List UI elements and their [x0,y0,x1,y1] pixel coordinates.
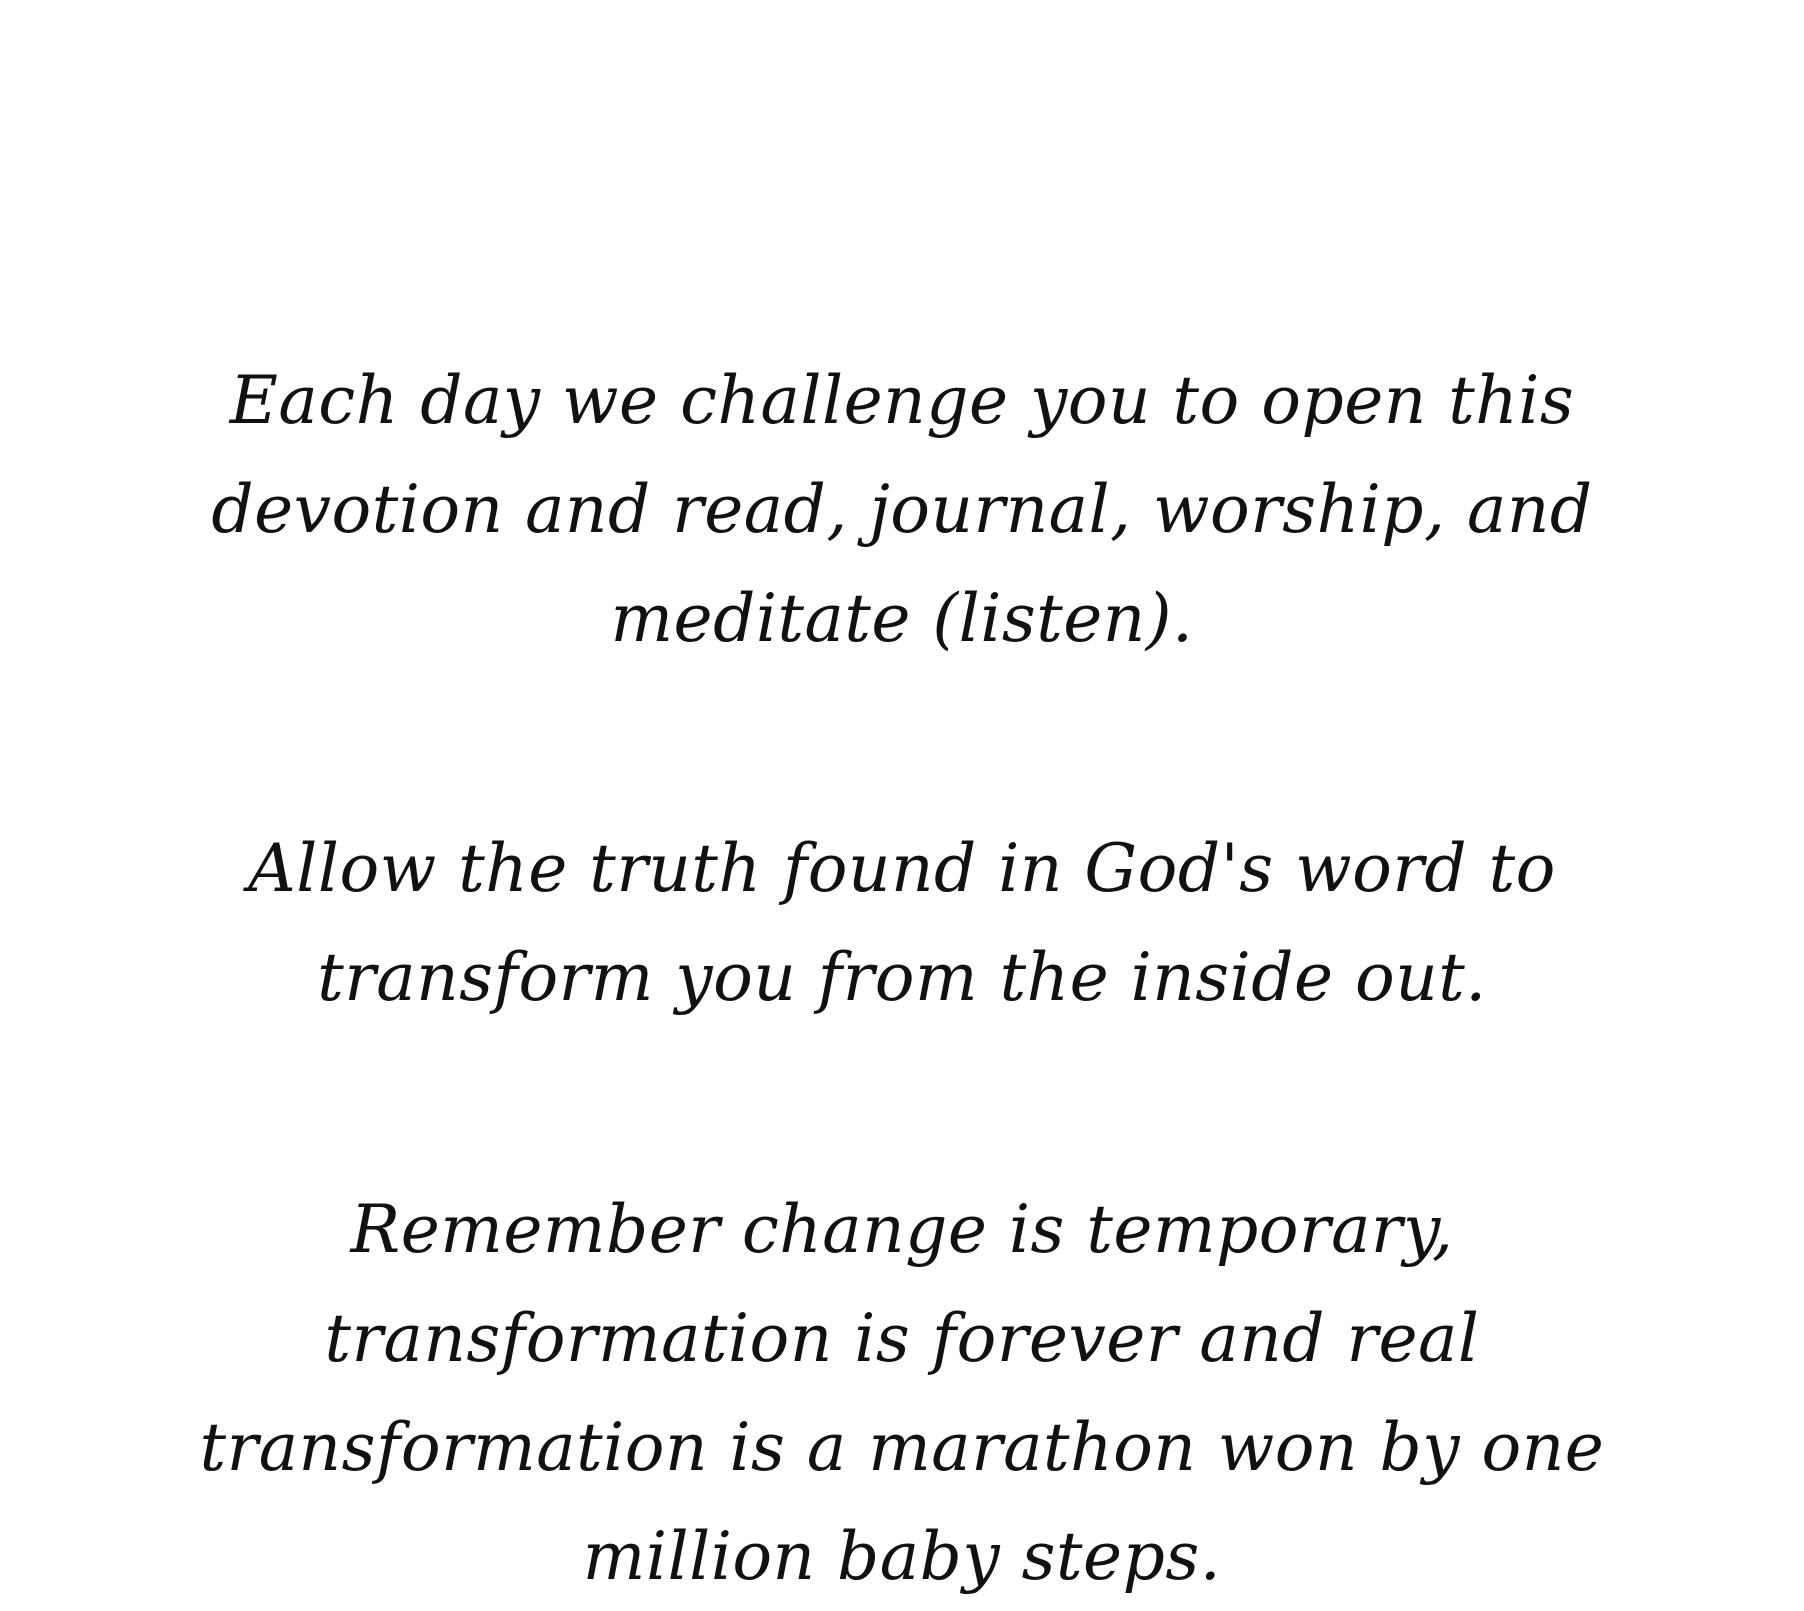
paragraph-truth [0,814,1804,1032]
paragraph-line: meditate (listen). [610,580,1194,657]
paragraph-line: transform you from the inside out. [317,939,1487,1016]
paragraph-line: Each day we challenge you to open this [229,362,1575,439]
paragraph-line: transformation is forever and real [324,1300,1480,1377]
paragraph-line: devotion and read, journal, worship, and [211,471,1593,548]
paragraph-line: Allow the truth found in God's word to [248,830,1556,907]
paragraph-daily-challenge [0,346,1804,673]
paragraph-line: million baby steps. [582,1518,1222,1595]
paragraph-transformation [0,1175,1804,1611]
paragraph-line: Remember change is temporary, [350,1191,1454,1268]
paragraph-line: transformation is a marathon won by one [199,1409,1605,1486]
